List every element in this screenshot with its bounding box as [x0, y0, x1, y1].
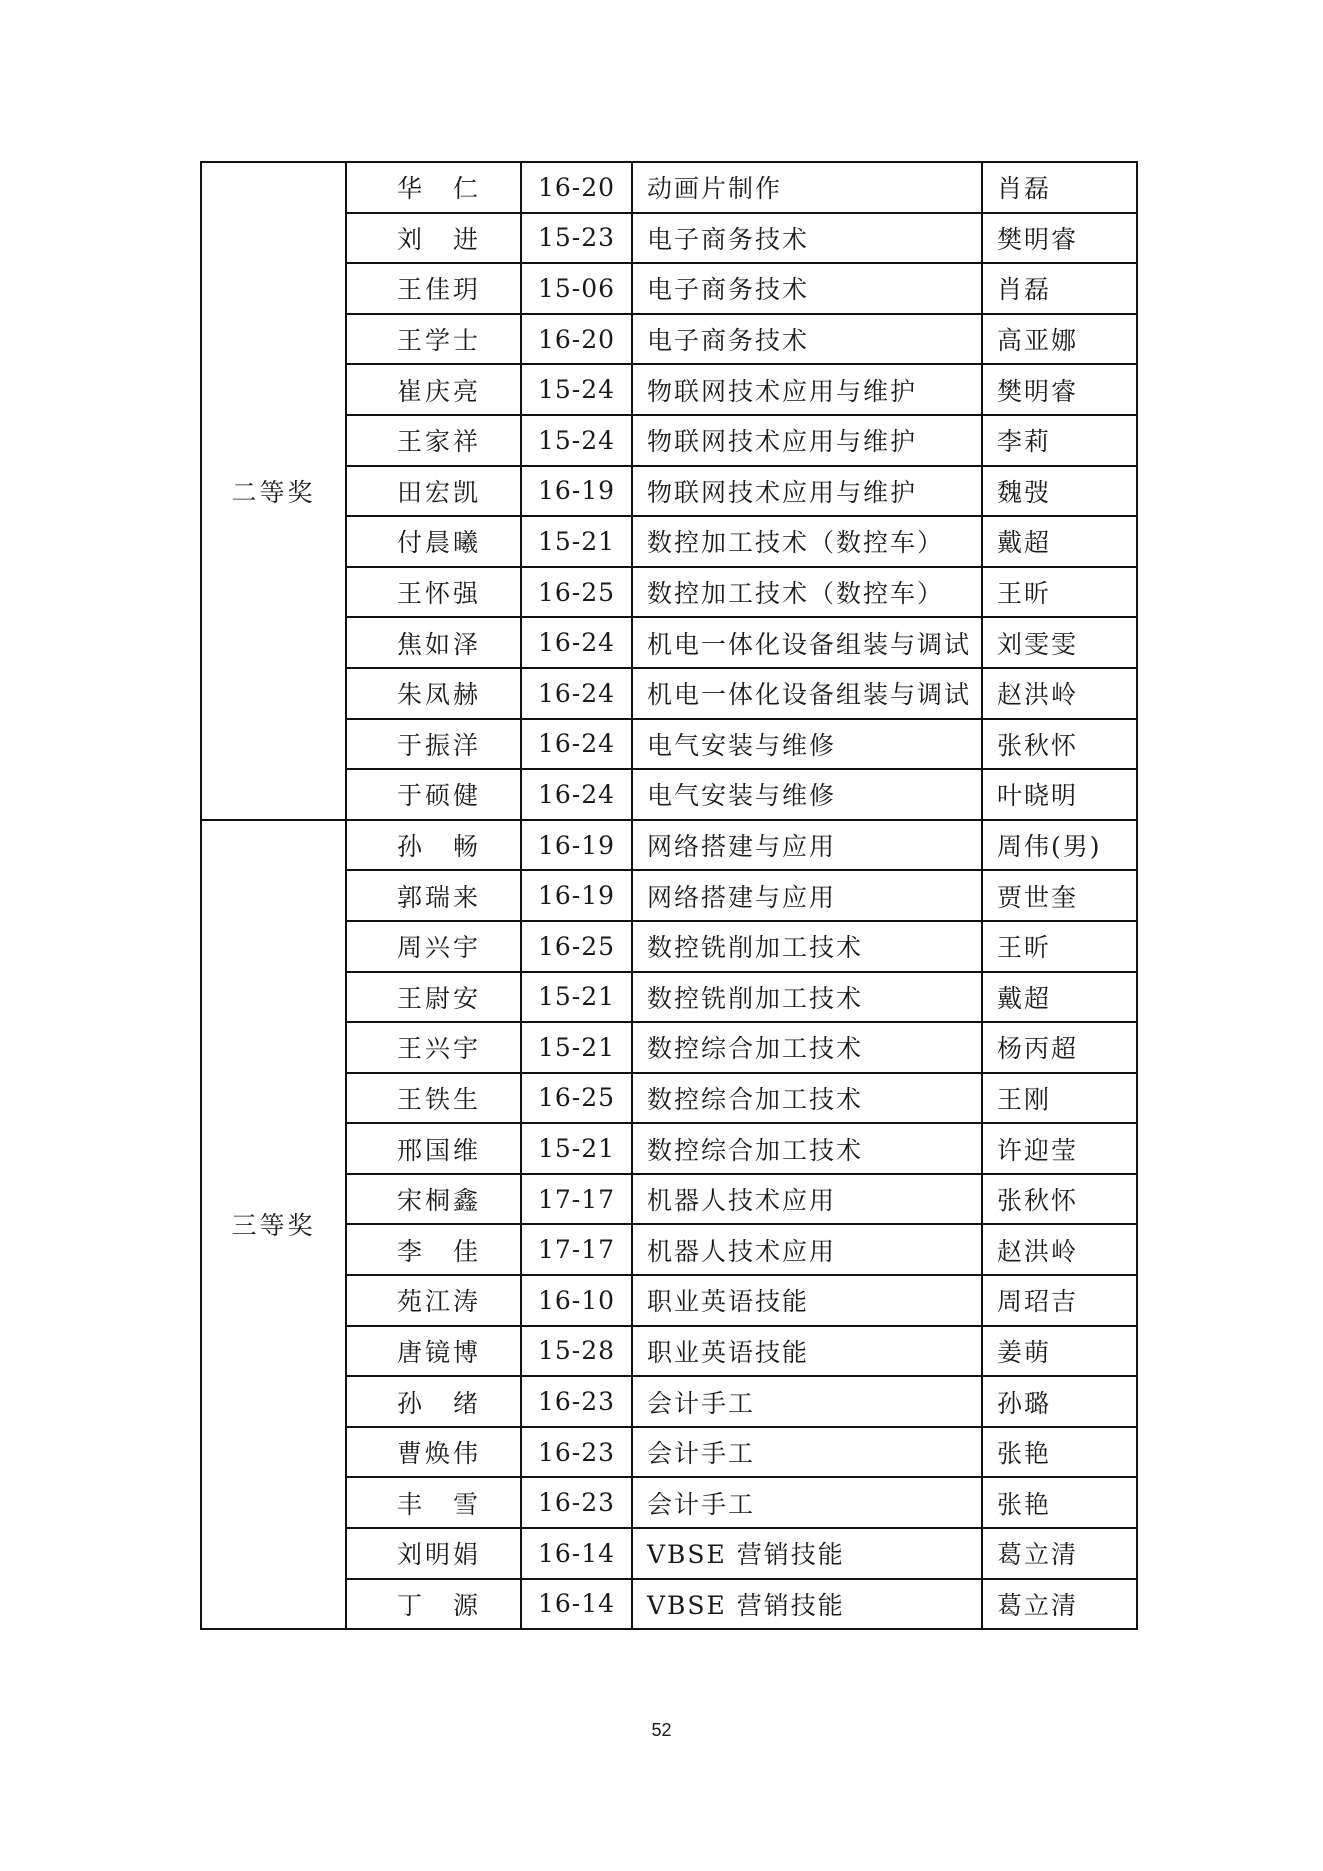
student-name-cell: 苑江涛 [346, 1275, 521, 1326]
project-cell: 数控铣削加工技术 [632, 972, 982, 1023]
table-row [201, 820, 1137, 871]
project-cell: 电气安装与维修 [632, 769, 982, 820]
project-cell: 数控综合加工技术 [632, 1073, 982, 1124]
class-cell: 16-24 [521, 769, 632, 820]
teacher-cell: 葛立清 [982, 1528, 1137, 1579]
class-cell: 16-10 [521, 1275, 632, 1326]
teacher-cell: 张艳 [982, 1477, 1137, 1528]
student-name-cell: 李 佳 [346, 1224, 521, 1275]
teacher-cell: 李莉 [982, 415, 1137, 466]
teacher-cell: 赵洪岭 [982, 1224, 1137, 1275]
teacher-cell: 王昕 [982, 921, 1137, 972]
student-name-cell: 刘明娟 [346, 1528, 521, 1579]
project-cell: 职业英语技能 [632, 1275, 982, 1326]
class-cell: 16-23 [521, 1427, 632, 1478]
class-cell: 15-06 [521, 263, 632, 314]
class-cell: 16-19 [521, 820, 632, 871]
class-cell: 16-19 [521, 466, 632, 517]
class-cell: 16-23 [521, 1477, 632, 1528]
teacher-cell: 葛立清 [982, 1579, 1137, 1630]
project-cell: 会计手工 [632, 1477, 982, 1528]
class-cell: 16-20 [521, 314, 632, 365]
project-cell: 机器人技术应用 [632, 1174, 982, 1225]
awards-table [200, 161, 1138, 1630]
student-name-cell: 唐镜博 [346, 1326, 521, 1377]
student-name-cell: 焦如泽 [346, 617, 521, 668]
student-name-cell: 丁 源 [346, 1579, 521, 1630]
student-name-cell: 于硕健 [346, 769, 521, 820]
class-cell: 15-21 [521, 516, 632, 567]
student-name-cell: 王怀强 [346, 567, 521, 618]
teacher-cell: 周玿吉 [982, 1275, 1137, 1326]
project-cell: 动画片制作 [632, 162, 982, 213]
class-cell: 16-24 [521, 668, 632, 719]
project-cell: 电气安装与维修 [632, 719, 982, 770]
class-cell: 17-17 [521, 1224, 632, 1275]
student-name-cell: 宋桐鑫 [346, 1174, 521, 1225]
project-cell: 电子商务技术 [632, 263, 982, 314]
student-name-cell: 孙 绪 [346, 1376, 521, 1427]
teacher-cell: 王刚 [982, 1073, 1137, 1124]
project-cell: 电子商务技术 [632, 213, 982, 264]
teacher-cell: 姜萌 [982, 1326, 1137, 1377]
project-cell: 物联网技术应用与维护 [632, 466, 982, 517]
class-cell: 17-17 [521, 1174, 632, 1225]
student-name-cell: 丰 雪 [346, 1477, 521, 1528]
teacher-cell: 周伟(男) [982, 820, 1137, 871]
project-cell: 机器人技术应用 [632, 1224, 982, 1275]
project-cell: 数控加工技术（数控车） [632, 567, 982, 618]
student-name-cell: 周兴宇 [346, 921, 521, 972]
student-name-cell: 付晨曦 [346, 516, 521, 567]
student-name-cell: 于振洋 [346, 719, 521, 770]
teacher-cell: 赵洪岭 [982, 668, 1137, 719]
student-name-cell: 王兴宇 [346, 1022, 521, 1073]
class-cell: 16-20 [521, 162, 632, 213]
student-name-cell: 崔庆亮 [346, 364, 521, 415]
class-cell: 16-14 [521, 1579, 632, 1630]
student-name-cell: 华 仁 [346, 162, 521, 213]
class-cell: 15-28 [521, 1326, 632, 1377]
class-cell: 15-21 [521, 972, 632, 1023]
teacher-cell: 戴超 [982, 972, 1137, 1023]
award-level-cell: 三等奖 [201, 820, 346, 1630]
teacher-cell: 张艳 [982, 1427, 1137, 1478]
student-name-cell: 朱凤赫 [346, 668, 521, 719]
class-cell: 16-25 [521, 1073, 632, 1124]
project-cell: 电子商务技术 [632, 314, 982, 365]
project-cell: VBSE 营销技能 [632, 1579, 982, 1630]
teacher-cell: 张秋怀 [982, 719, 1137, 770]
student-name-cell: 王尉安 [346, 972, 521, 1023]
student-name-cell: 郭瑞来 [346, 870, 521, 921]
project-cell: 机电一体化设备组装与调试 [632, 668, 982, 719]
student-name-cell: 王学士 [346, 314, 521, 365]
teacher-cell: 樊明睿 [982, 364, 1137, 415]
student-name-cell: 曹焕伟 [346, 1427, 521, 1478]
class-cell: 16-24 [521, 617, 632, 668]
class-cell: 15-24 [521, 415, 632, 466]
project-cell: 数控加工技术（数控车） [632, 516, 982, 567]
teacher-cell: 樊明睿 [982, 213, 1137, 264]
project-cell: 会计手工 [632, 1427, 982, 1478]
teacher-cell: 肖磊 [982, 263, 1137, 314]
class-cell: 16-14 [521, 1528, 632, 1579]
teacher-cell: 叶晓明 [982, 769, 1137, 820]
project-cell: 物联网技术应用与维护 [632, 415, 982, 466]
project-cell: 物联网技术应用与维护 [632, 364, 982, 415]
teacher-cell: 张秋怀 [982, 1174, 1137, 1225]
class-cell: 16-23 [521, 1376, 632, 1427]
student-name-cell: 王铁生 [346, 1073, 521, 1124]
project-cell: 机电一体化设备组装与调试 [632, 617, 982, 668]
teacher-cell: 刘雯雯 [982, 617, 1137, 668]
student-name-cell: 王家祥 [346, 415, 521, 466]
class-cell: 15-23 [521, 213, 632, 264]
class-cell: 15-21 [521, 1123, 632, 1174]
teacher-cell: 高亚娜 [982, 314, 1137, 365]
project-cell: 网络搭建与应用 [632, 870, 982, 921]
teacher-cell: 孙璐 [982, 1376, 1137, 1427]
class-cell: 16-24 [521, 719, 632, 770]
class-cell: 16-19 [521, 870, 632, 921]
page-number: 52 [651, 1720, 672, 1740]
teacher-cell: 贾世奎 [982, 870, 1137, 921]
teacher-cell: 杨丙超 [982, 1022, 1137, 1073]
teacher-cell: 肖磊 [982, 162, 1137, 213]
project-cell: 会计手工 [632, 1376, 982, 1427]
teacher-cell: 戴超 [982, 516, 1137, 567]
project-cell: 职业英语技能 [632, 1326, 982, 1377]
table-row [201, 162, 1137, 213]
student-name-cell: 刘 进 [346, 213, 521, 264]
class-cell: 15-21 [521, 1022, 632, 1073]
project-cell: VBSE 营销技能 [632, 1528, 982, 1579]
award-level-cell: 二等奖 [201, 162, 346, 820]
project-cell: 网络搭建与应用 [632, 820, 982, 871]
student-name-cell: 邢国维 [346, 1123, 521, 1174]
class-cell: 16-25 [521, 567, 632, 618]
project-cell: 数控综合加工技术 [632, 1022, 982, 1073]
project-cell: 数控综合加工技术 [632, 1123, 982, 1174]
teacher-cell: 王昕 [982, 567, 1137, 618]
student-name-cell: 王佳玥 [346, 263, 521, 314]
class-cell: 16-25 [521, 921, 632, 972]
class-cell: 15-24 [521, 364, 632, 415]
student-name-cell: 孙 畅 [346, 820, 521, 871]
teacher-cell: 魏弢 [982, 466, 1137, 517]
student-name-cell: 田宏凯 [346, 466, 521, 517]
teacher-cell: 许迎莹 [982, 1123, 1137, 1174]
project-cell: 数控铣削加工技术 [632, 921, 982, 972]
